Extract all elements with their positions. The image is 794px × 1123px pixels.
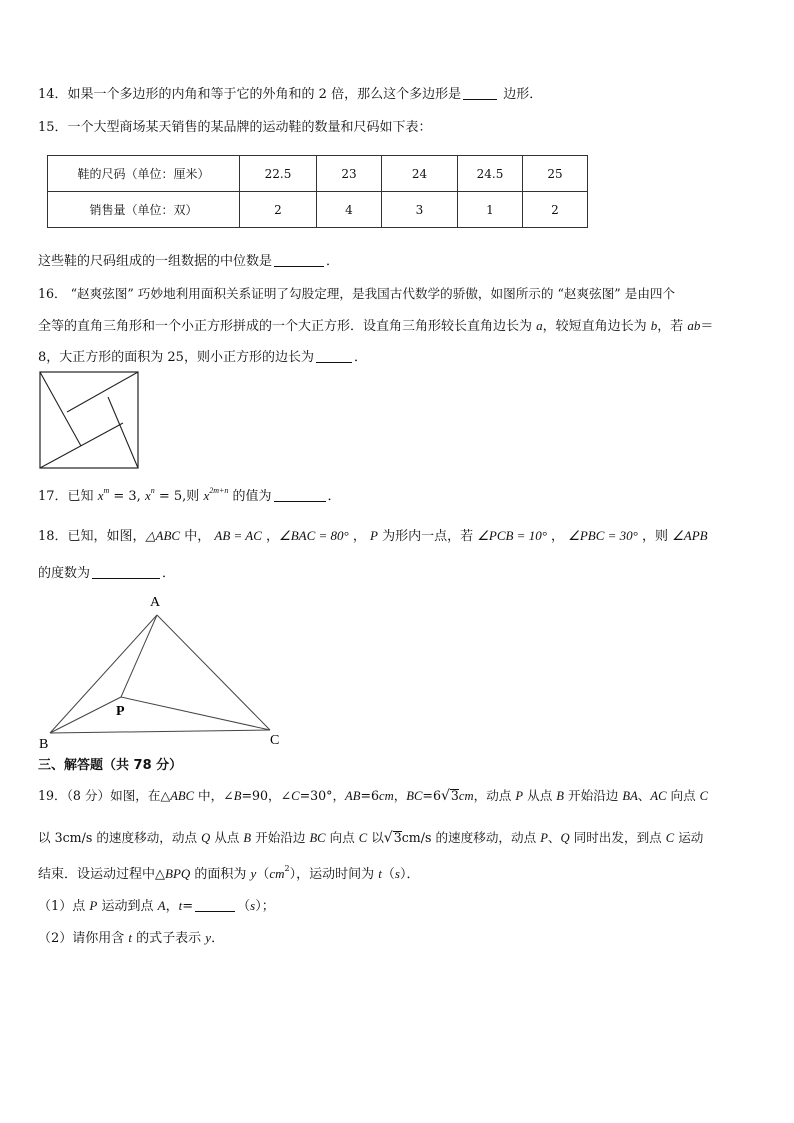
q19-p2-c: ． (211, 931, 225, 946)
hypotenuse-right (108, 397, 138, 468)
question-19-line2 (38, 827, 703, 846)
section-3-heading: 三、解答题（共 78 分） (38, 758, 183, 773)
q18-mid5: ， (546, 529, 569, 544)
q19-l2-d: 向点 (325, 830, 359, 845)
var-x: x (144, 488, 151, 503)
question-14 (38, 83, 542, 102)
q19-l3-d: ），运动时间为 (289, 867, 379, 882)
q17-then: 则 (186, 489, 204, 504)
hypotenuse-left (40, 372, 81, 446)
angle-pbc: ∠PBC = 30° (568, 528, 638, 543)
table-cell: 24.5 (458, 156, 523, 192)
q19-l2-a: 以 3cm/s 的速度移动，动点 (38, 830, 202, 845)
q16-line2-text: 全等的直角三角形和一个小正方形拼成的一个大正方形．设直角三角形较长直角边长为 (38, 319, 537, 334)
q14-text: 14．如果一个多边形的内角和等于它的外角和的 2 倍，那么这个多边形是 (38, 87, 462, 102)
q19-l2-i: 运动 (674, 830, 704, 845)
segment-pc (121, 697, 270, 730)
sqrt-icon: √ (383, 830, 393, 846)
angle-pcb: ∠PCB = 10° (477, 528, 547, 543)
q18-mid3: ， (348, 529, 370, 544)
q17-eq1: = 3, (109, 489, 145, 504)
q19-l2-b: 从点 (210, 830, 244, 845)
question-15 (38, 116, 432, 135)
q16-line3-end: ． (353, 350, 367, 365)
q19-l3-b: 的面积为 (190, 867, 251, 882)
q14-suffix: 边形． (499, 87, 543, 102)
var-y: y (250, 866, 257, 881)
question-15-ask (38, 250, 339, 269)
question-19-line3 (38, 863, 419, 882)
q18-mid4: 为形内一点，若 (377, 529, 478, 544)
question-17 (38, 485, 341, 504)
exp-m: m (103, 486, 110, 495)
var-y: y (205, 930, 212, 945)
answer-blank (92, 566, 160, 579)
q19-l1-text: 19．（8 分）如图，在△ (38, 788, 171, 803)
q19-l1-d: =6 (360, 788, 380, 803)
label-p: P (116, 704, 125, 719)
q18-line2-end: ． (162, 566, 176, 581)
sqrt-3: 3 (393, 830, 402, 845)
q19-l2-e: 以 (367, 830, 384, 845)
point-q: Q (560, 831, 570, 845)
eq-ab-ac: AB = AC (214, 528, 262, 543)
q19-p2-b: 的式子表示 (132, 931, 206, 946)
q17-post: 的值为 (228, 489, 272, 504)
q18-mid6: ，则 (637, 529, 673, 544)
point-c: C (358, 831, 368, 845)
var-c: C (291, 789, 300, 803)
table-cell: 2 (240, 192, 317, 228)
var-t: t (128, 930, 133, 945)
var-t: t (178, 898, 183, 913)
sqrt-icon: √ (440, 788, 450, 804)
var-b: b (650, 318, 658, 333)
q19-l1-j: 、 (637, 788, 651, 803)
question-19-part2 (38, 927, 224, 946)
q17-end: ． (327, 489, 341, 504)
var-b: B (233, 789, 242, 803)
q15-ask-text: 这些鞋的尺码组成的一组数据的中位数是 (38, 254, 273, 269)
question-16-line1 (38, 283, 675, 302)
sqrt-3: 3 (450, 788, 459, 803)
side-ac (157, 615, 270, 730)
exp-2: 2 (284, 864, 290, 873)
q19-l1-f: =6 (422, 788, 441, 803)
triangle-bpq: BPQ (165, 866, 191, 881)
q19-p1-d: = (182, 899, 194, 914)
unit-cm: cm (458, 789, 474, 803)
q19-p1-f: ）； (255, 899, 275, 914)
answer-blank (274, 489, 326, 502)
triangle-abc: △ABC (145, 528, 181, 543)
var-a: a (536, 318, 543, 333)
angle-bac: ∠BAC = 80° (279, 528, 349, 543)
point-p: P (540, 831, 548, 845)
triangle-diagram (30, 590, 290, 750)
outer-square (40, 372, 138, 468)
shoe-size-table (47, 155, 588, 228)
question-16-line2 (38, 315, 713, 334)
q19-l1-c: =30°， (299, 788, 346, 803)
point-p: P (89, 898, 98, 913)
point-a: A (157, 898, 166, 913)
q19-l2-h: 同时出发，到点 (569, 830, 666, 845)
q17-eq2: = 5, (154, 489, 187, 504)
point-c: C (665, 831, 675, 845)
q19-l1-e: ， (393, 788, 407, 803)
side-ba: BA (622, 789, 638, 803)
var-x: x (203, 488, 210, 503)
var-x: x (97, 488, 104, 503)
var-t: t (378, 866, 382, 881)
q19-l2-g: 、 (547, 830, 561, 845)
question-18-line1 (38, 525, 708, 544)
answer-blank (195, 899, 235, 912)
side-ab (50, 615, 157, 733)
point-b: B (243, 831, 252, 845)
table-cell: 1 (458, 192, 523, 228)
q19-l2-c: 开始沿边 (251, 830, 310, 845)
q19-l1-b: =90，∠ (241, 788, 292, 803)
triangle-abc: ABC (170, 789, 194, 803)
question-19-line1 (38, 785, 708, 804)
side-bc: BC (406, 789, 423, 803)
exp-2m-plus-n: 2m+n (209, 486, 229, 495)
q19-p1-e: （ (237, 899, 251, 914)
side-ab: AB (345, 789, 361, 803)
q19-p1-c: ， (165, 899, 179, 914)
answer-blank (274, 254, 324, 267)
label-b: B (39, 737, 49, 750)
unit-cm: cm (379, 789, 394, 803)
q19-l1-i: 开始沿边 (564, 788, 623, 803)
point-p: P (515, 789, 524, 803)
q19-p2-a: （2）请你用含 (38, 931, 129, 946)
table-cell: 25 (523, 156, 588, 192)
table-cell: 2 (523, 192, 588, 228)
table-cell: 23 (317, 156, 382, 192)
hypotenuse-top (67, 372, 138, 412)
table-cell: 24 (382, 156, 458, 192)
q19-l1-a: 中，∠ (193, 788, 234, 803)
q15-text: 15．一个大型商场某天销售的某品牌的运动鞋的数量和尺码如下表： (38, 120, 432, 135)
unit-cm: cm (269, 866, 285, 881)
unit-s: s (394, 866, 400, 881)
table-row (48, 156, 588, 192)
row-header-count: 销售量（单位：双） (48, 192, 240, 228)
question-19-part1 (38, 895, 275, 914)
q18-mid1: 中， (180, 529, 215, 544)
side-ac: AC (650, 789, 667, 803)
label-c: C (270, 733, 280, 748)
answer-blank (463, 87, 497, 100)
question-18-line2 (38, 562, 175, 581)
segment-pa (121, 615, 157, 697)
exp-n: n (150, 486, 155, 495)
point-b: B (556, 789, 564, 803)
q19-l3-a: 结束．设运动过程中△ (38, 867, 165, 882)
q19-l1-h: 从点 (523, 788, 557, 803)
hypotenuse-bottom (40, 423, 123, 468)
var-ab: ab (687, 318, 701, 333)
unit-s: s (250, 898, 256, 913)
segment-pb (50, 697, 121, 733)
q18-prefix: 18．已知，如图， (38, 529, 146, 544)
q16-line2-mid: ，较短直角边长为 (542, 319, 651, 334)
table-cell: 4 (317, 192, 382, 228)
side-bc: BC (309, 831, 326, 845)
q15-ask-end: ． (326, 254, 340, 269)
q16-line3-text: 8，大正方形的面积为 25，则小正方形的边长为 (38, 350, 314, 365)
q19-l1-k: 向点 (666, 788, 700, 803)
q16-line2-mid2: ，若 (657, 319, 688, 334)
side-bc (50, 730, 270, 733)
q19-l3-c: （ (256, 867, 270, 882)
question-16-line3 (38, 346, 367, 365)
q19-p1-b: 运动到点 (97, 899, 158, 914)
q19-l1-g: ，动点 (473, 788, 516, 803)
row-header-size: 鞋的尺码（单位：厘米） (48, 156, 240, 192)
q18-mid2: ， (261, 529, 280, 544)
q16-line2-end: ＝ (700, 319, 714, 334)
q18-line2-text: 的度数为 (38, 566, 91, 581)
zhao-shuang-diagram (38, 370, 140, 470)
q16-line1: 16． “赵爽弦图” 巧妙地利用面积关系证明了勾股定理，是我国古代数学的骄傲，如图所示的 “赵爽弦图” 是由四个 (38, 286, 676, 301)
q19-l3-e: （ (381, 867, 395, 882)
point-c: C (699, 789, 709, 803)
point-p: P (370, 528, 378, 543)
angle-apb: ∠APB (672, 528, 708, 543)
table-row (48, 192, 588, 228)
table-cell: 22.5 (240, 156, 317, 192)
q19-l2-f: cm/s 的速度移动，动点 (401, 830, 541, 845)
label-a: A (150, 595, 161, 610)
q19-l3-f: ）． (399, 867, 420, 882)
table-cell: 3 (382, 192, 458, 228)
point-q: Q (201, 831, 211, 845)
q19-p1-a: （1）点 (38, 899, 90, 914)
answer-blank (316, 350, 352, 363)
q17-prefix: 17．已知 (38, 489, 98, 504)
